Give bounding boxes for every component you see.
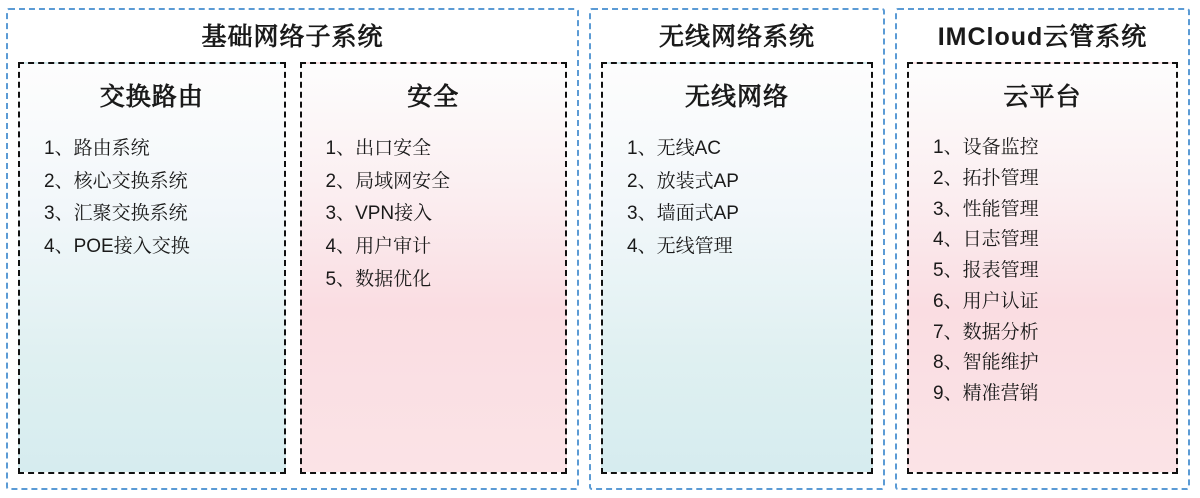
list-item: 2、放装式AP — [627, 170, 739, 192]
list-item: 2、拓扑管理 — [933, 167, 1039, 189]
list-item: 9、精准营销 — [933, 383, 1039, 405]
list-item: 4、用户审计 — [325, 236, 432, 258]
card-container — [601, 62, 873, 475]
card-title: 安全 — [407, 82, 460, 111]
list-item: 1、设备监控 — [933, 137, 1039, 158]
group-title: 无线网络系统 — [658, 23, 815, 51]
item-list — [30, 133, 274, 264]
card-container — [18, 62, 567, 475]
card-spacer — [30, 264, 274, 462]
list-item: 1、路由系统 — [44, 138, 150, 159]
list-item: 1、无线AC — [627, 138, 721, 159]
card-switching-routing — [18, 62, 286, 475]
group-title: 基础网络子系统 — [201, 23, 384, 51]
group-title: IMCloud云管系统 — [937, 23, 1148, 51]
list-item: 2、局域网安全 — [325, 170, 451, 192]
list-item: 7、数据分析 — [933, 321, 1039, 343]
list-item: 3、墙面式AP — [627, 203, 739, 225]
list-item: 5、报表管理 — [933, 260, 1039, 282]
group-basic-network-subsystem — [6, 8, 579, 490]
card-title: 无线网络 — [684, 82, 789, 111]
item-list — [613, 133, 861, 264]
card-title: 云平台 — [1003, 82, 1082, 111]
card-spacer — [312, 296, 556, 462]
card-spacer — [613, 264, 861, 462]
card-spacer — [919, 410, 1166, 462]
list-item: 8、智能维护 — [933, 352, 1039, 374]
list-item: 1、出口安全 — [325, 138, 432, 159]
card-cloud-platform — [907, 62, 1178, 475]
item-list — [312, 133, 556, 296]
list-item: 6、用户认证 — [933, 290, 1039, 312]
list-item: 3、性能管理 — [933, 198, 1039, 220]
list-item: 3、VPN接入 — [325, 203, 433, 225]
item-list — [919, 133, 1166, 410]
group-wireless-network-system — [589, 8, 885, 490]
list-item: 4、POE接入交换 — [44, 236, 190, 258]
card-security — [300, 62, 568, 475]
list-item: 5、数据优化 — [325, 268, 432, 290]
group-imcloud-management-system — [895, 8, 1190, 490]
card-title: 交换路由 — [99, 82, 204, 111]
list-item: 2、核心交换系统 — [44, 170, 188, 192]
card-container — [907, 62, 1178, 475]
list-item: 4、无线管理 — [627, 236, 733, 258]
list-item: 4、日志管理 — [933, 229, 1039, 251]
list-item: 3、汇聚交换系统 — [44, 203, 188, 225]
card-wireless-network — [601, 62, 873, 475]
